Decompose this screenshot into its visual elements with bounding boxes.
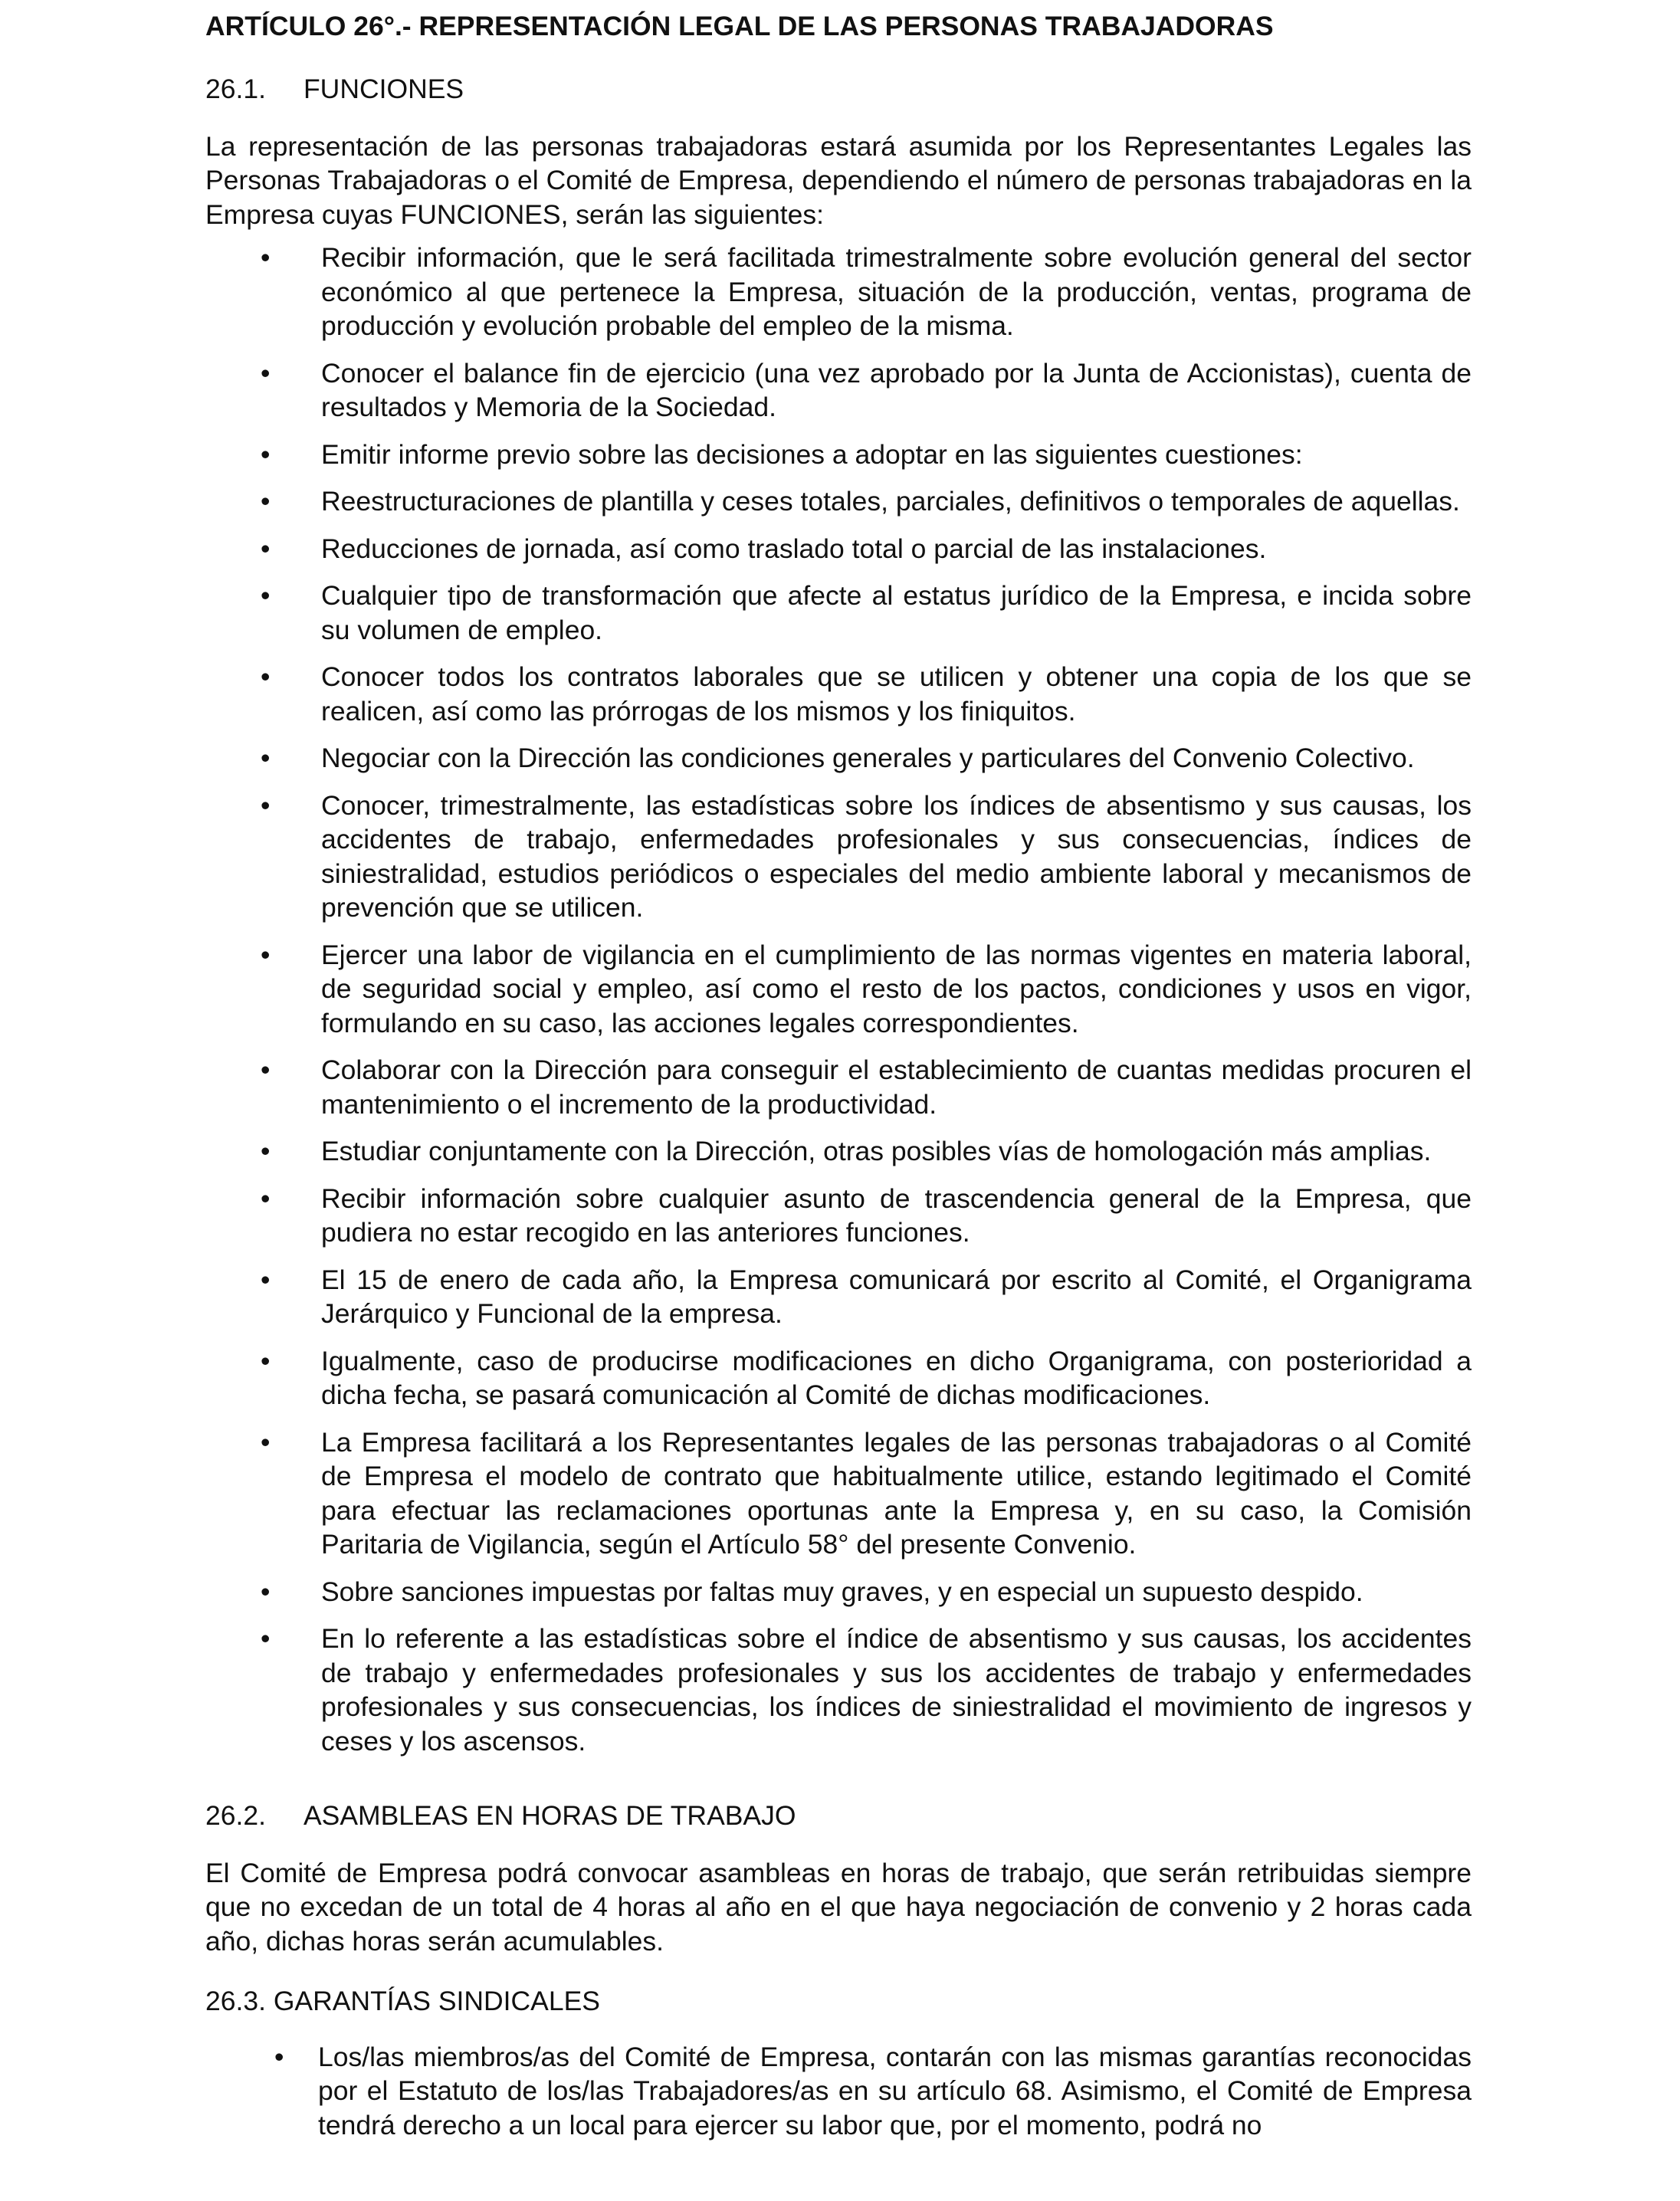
list-item <box>205 241 1472 343</box>
list-item <box>205 1575 1472 1609</box>
list-item <box>205 938 1472 1041</box>
bullet-icon: • <box>261 438 271 470</box>
list-item <box>205 1622 1472 1758</box>
bullet-icon: • <box>261 1136 271 1166</box>
bullet-icon: • <box>261 939 271 970</box>
article-title: ARTÍCULO 26°.- REPRESENTACIÓN LEGAL DE LAS PERSONAS TRABAJADORAS <box>205 11 1274 41</box>
list-item-text: Conocer, trimestralmente, las estadísticas sobre los índices de absentismo y sus causas, los accidentes de trabajo, enfermedades profesionales y sus consecuencias, índices de siniestralidad, estudios periódicos o especiales del medio ambiente laboral y mecanismos de prevención que se utilicen. <box>321 789 1472 923</box>
list-item <box>205 484 1472 519</box>
bullet-icon: • <box>261 533 271 564</box>
section-title: FUNCIONES <box>304 74 464 104</box>
bullet-icon: • <box>261 1345 271 1376</box>
bullet-icon: • <box>274 2041 284 2072</box>
bullet-icon: • <box>261 1055 271 1085</box>
list-item-text: La Empresa facilitará a los Representantes legales de las personas trabajadoras o al Comité de Empresa el modelo de contrato que habitualmente utilice, estando legitimado el Comité para efectuar las reclamaciones oportunas ante la Empresa y, en su caso, la Comisión Paritaria de Vigilancia, según el Artículo 58° del presente Convenio. <box>321 1426 1472 1560</box>
section-heading-funciones <box>205 72 1472 107</box>
funciones-list <box>205 241 1472 1758</box>
list-item-text: Los/las miembros/as del Comité de Empresa, contarán con las mismas garantías reconocidas por el Estatuto de los/las Trabajadores/as en su artículo 68. Asimismo, el Comité de Empresa tendrá derecho a un local para ejercer su labor que, por el momento, podrá no <box>318 2041 1472 2140</box>
list-item-text: El 15 de enero de cada año, la Empresa comunicará por escrito al Comité, el Organigrama Jerárquico y Funcional de la empresa. <box>321 1264 1472 1329</box>
bullet-icon: • <box>261 789 271 821</box>
list-item <box>205 438 1472 472</box>
list-item <box>205 660 1472 728</box>
bullet-icon: • <box>261 1623 271 1654</box>
list-item-text: Ejercer una labor de vigilancia en el cumplimiento de las normas vigentes en materia laboral, de seguridad social y empleo, así como el resto de los pactos, condiciones y usos en vigor, formulando en su caso, las acciones legales correspondientes. <box>321 939 1472 1038</box>
list-item <box>205 1053 1472 1121</box>
list-item-text: Cualquier tipo de transformación que afecte al estatus jurídico de la Empresa, e incida sobre su volumen de empleo. <box>321 580 1472 645</box>
funciones-intro: La representación de las personas trabajadoras estará asumida por los Representantes Legales las Personas Trabajadoras o el Comité de Empresa, dependiendo el número de personas trabajadoras en la Empresa cuyas FUNCIONES, serán las siguientes: <box>205 130 1472 230</box>
list-item-text: Igualmente, caso de producirse modificaciones en dicho Organigrama, con posterioridad a dicha fecha, se pasará comunicación al Comité de dichas modificaciones. <box>321 1345 1472 1410</box>
bullet-icon: • <box>261 1264 271 1295</box>
list-item <box>205 2040 1472 2143</box>
bullet-icon: • <box>261 357 271 389</box>
list-item-text: En lo referente a las estadísticas sobre el índice de absentismo y sus causas, los accidentes de trabajo y enfermedades profesionales y sus los accidentes de trabajo y enfermedades profesionales y sus consecuencias, los índices de siniestralidad el movimiento de ingresos y ceses y los ascensos. <box>321 1623 1472 1757</box>
list-item <box>205 1134 1472 1169</box>
bullet-icon: • <box>261 486 271 517</box>
section-number: 26.1. <box>205 74 266 104</box>
list-item <box>205 1263 1472 1331</box>
section-title: ASAMBLEAS EN HORAS DE TRABAJO <box>304 1800 796 1831</box>
list-item <box>205 789 1472 925</box>
bullet-icon: • <box>261 1426 271 1458</box>
section-spacer <box>205 1958 1472 1984</box>
section-heading-garantias: 26.3. GARANTÍAS SINDICALES <box>205 1986 600 2016</box>
asambleas-body: El Comité de Empresa podrá convocar asambleas en horas de trabajo, que serán retribuidas siempre que no excedan de un total de 4 horas al año en el que haya negociación de convenio y 2 horas cada año, dichas horas serán acumulables. <box>205 1857 1472 1957</box>
list-item-text: Colaborar con la Dirección para conseguir el establecimiento de cuantas medidas procuren el mantenimiento o el incremento de la productividad. <box>321 1055 1472 1120</box>
bullet-icon: • <box>261 743 271 773</box>
list-item-text: Recibir información sobre cualquier asunto de trascendencia general de la Empresa, que pudiera no estar recogido en las anteriores funciones. <box>321 1183 1472 1248</box>
list-item-text: Conocer todos los contratos laborales que se utilicen y obtener una copia de los que se realicen, así como las prórrogas de los mismos y los finiquitos. <box>321 661 1472 727</box>
list-item-text: Recibir información, que le será facilitada trimestralmente sobre evolución general del sector económico al que pertenece la Empresa, situación de la producción, ventas, programa de producción y evolución probable del empleo de la misma. <box>321 242 1472 341</box>
list-item <box>205 1425 1472 1562</box>
list-item-text: Negociar con la Dirección las condiciones generales y particulares del Convenio Colectivo. <box>321 743 1415 773</box>
section-number: 26.2. <box>205 1800 266 1831</box>
list-item <box>205 1182 1472 1250</box>
bullet-icon: • <box>261 242 271 273</box>
bullet-icon: • <box>261 661 271 692</box>
list-item-text: Emitir informe previo sobre las decisiones a adoptar en las siguientes cuestiones: <box>321 438 1303 470</box>
list-item-text: Conocer el balance fin de ejercicio (una vez aprobado por la Junta de Accionistas), cuenta de resultados y Memoria de la Sociedad. <box>321 357 1472 422</box>
bullet-icon: • <box>261 1183 271 1214</box>
list-item <box>205 1344 1472 1412</box>
list-item <box>205 532 1472 566</box>
list-item-text: Reestructuraciones de plantilla y ceses totales, parciales, definitivos o temporales de aquellas. <box>321 486 1460 517</box>
document-page <box>205 9 1472 2155</box>
garantias-list <box>205 2040 1472 2143</box>
list-item <box>205 356 1472 425</box>
bullet-icon: • <box>261 1576 271 1607</box>
section-heading-asambleas <box>205 1799 1472 1833</box>
list-item-text: Estudiar conjuntamente con la Dirección, otras posibles vías de homologación más amplias. <box>321 1136 1432 1166</box>
bullet-icon: • <box>261 580 271 611</box>
section-spacer <box>205 1771 1472 1799</box>
list-item <box>205 741 1472 776</box>
list-item-text: Sobre sanciones impuestas por faltas muy graves, y en especial un supuesto despido. <box>321 1576 1363 1607</box>
list-item-text: Reducciones de jornada, así como traslado total o parcial de las instalaciones. <box>321 533 1267 564</box>
list-item <box>205 579 1472 647</box>
